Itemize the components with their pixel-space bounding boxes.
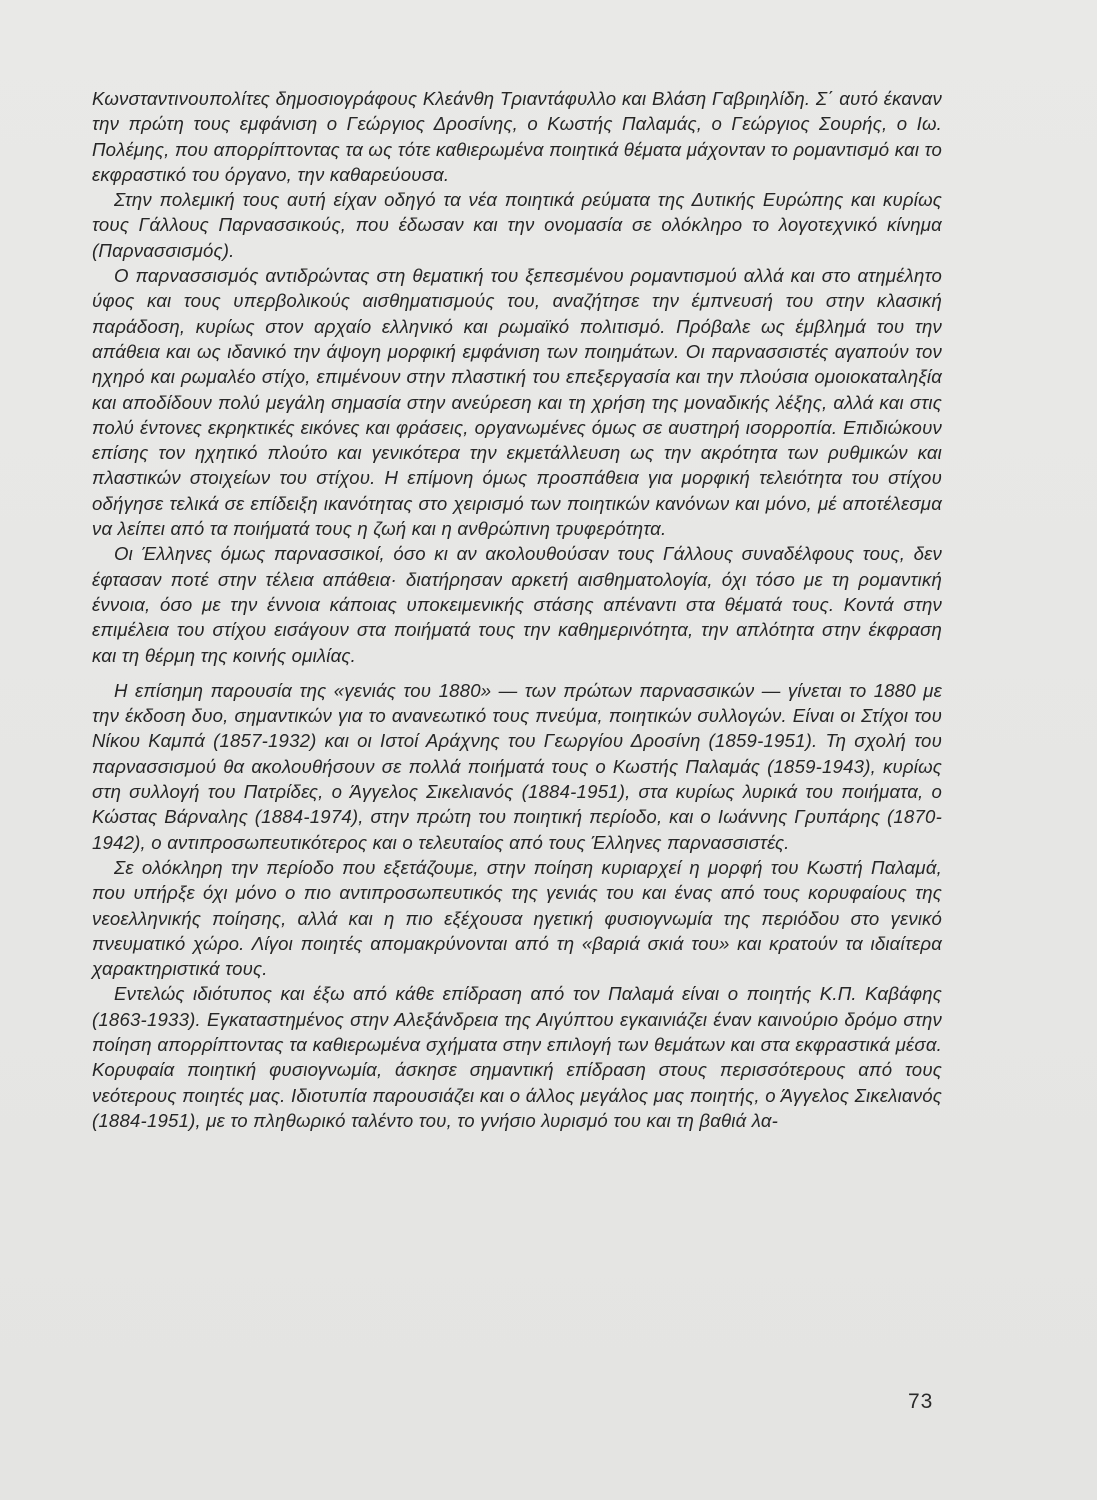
body-text <box>92 86 942 1133</box>
paragraph-5: Η επίσημη παρουσία της «γενιάς του 1880» — των πρώτων παρνασσικών — γίνεται το 1880 με την έκδοση δυο, σημαντικών για το ανανεωτικό τους πνεύμα, ποιητικών συλλογών. Είναι οι Στίχοι του Νίκου Καμπά (1857-1932) και οι Ιστοί Αράχνης του Γεωργίου Δροσίνη (1859-1951). Τη σχολή του παρνασσισμού θα ακολουθήσουν σε πολλά ποιήματά τους ο Κωστής Παλαμάς (1859-1943), κυρίως στη συλλογή του Πατρίδες, ο Άγγελος Σικελιανός (1884-1951), στα κυρίως λυρικά του ποιήματα, ο Κώστας Βάρναλης (1884-1974), στην πρώτη του ποιητική περίοδο, και ο Ιωάννης Γρυπάρης (1870-1942), ο αντιπροσωπευτικότερος και ο τελευταίος από τους Έλληνες παρνασσιστές. <box>92 679 942 853</box>
paragraph-6: Σε ολόκληρη την περίοδο που εξετάζουμε, στην ποίηση κυριαρχεί η μορφή του Κωστή Παλαμά, που υπήρξε όχι μόνο ο πιο αντιπροσωπευτικός της γενιάς του και ένας από τους κορυφαίους της νεοελληνικής ποίησης, αλλά και η πιο εξέχουσα ηγετική φυσιογνωμία της περιόδου στο γενικό πνευματικό χώρο. Λίγοι ποιητές απομακρύνονται από τη «βαριά σκιά του» και κρατούν τα ιδιαίτερα χαρακτηριστικά τους. <box>92 856 942 980</box>
paragraph-1: Κωνσταντινουπολίτες δημοσιογράφους Κλεάνθη Τριαντάφυλλο και Βλάση Γαβριηλίδη. Σ΄ αυτό έκαναν την πρώτη τους εμφάνιση ο Γεώργιος Δροσίνης, ο Κωστής Παλαμάς, ο Γεώργιος Σουρής, ο Ιω. Πολέμης, που απορρίπτοντας τα ως τότε καθιερωμένα ποιητικά θέματα μάχονταν το ρομαντισμό και το εκφραστικό του όργανο, την καθαρεύουσα. <box>92 88 942 185</box>
paragraph-7: Εντελώς ιδιότυπος και έξω από κάθε επίδραση από τον Παλαμά είναι ο ποιητής Κ.Π. Καβάφης (1863-1933). Εγκαταστημένος στην Αλεξάνδρεια της Αιγύπτου εγκαινιάζει έναν καινούριο δρόμο στην ποίηση απορρίπτοντας τα καθιερωμένα σχήματα στην επιλογή των θεμάτων και στα εκφραστικά μέσα. Κορυφαία ποιητική φυσιογνωμία, άσκησε σημαντική επίδραση στους περισσότερους από τους νεότερους ποιητές μας. Ιδιοτυπία παρουσιάζει και ο άλλος μεγάλος μας ποιητής, ο Άγγελος Σικελιανός (1884-1951), με το πληθωρικό ταλέντο του, το γνήσιο λυρισμό του και τη βαθιά λα- <box>92 983 942 1131</box>
paragraph-4: Οι Έλληνες όμως παρνασσικοί, όσο κι αν ακολουθούσαν τους Γάλλους συναδέλφους τους, δεν έφτασαν ποτέ στην τέλεια απάθεια· διατήρησαν αρκετή αισθηματολογία, όχι τόσο με τη ρομαντική έννοια, όσο με την έννοια κάποιας υποκειμενικής στάσης απέναντι στα θέματά τους. Κοντά στην επιμέλεια του στίχου εισάγουν στα ποιήματά τους την καθημερινότητα, την απλότητα στην έκφραση και τη θέρμη της κοινής ομιλίας. <box>92 543 942 666</box>
paragraph-2: Στην πολεμική τους αυτή είχαν οδηγό τα νέα ποιητικά ρεύματα της Δυτικής Ευρώπης και κυρίως τους Γάλλους Παρνασσικούς, που έδωσαν και την ονομασία σε ολόκληρο το λογοτεχνικό κίνημα (Παρνασσισμός). <box>92 189 942 261</box>
paragraph-3: Ο παρνασσισμός αντιδρώντας στη θεματική του ξεπεσμένου ρομαντισμού αλλά και στο ατημέλητο ύφος και τους υπερβολικούς αισθηματισμούς του, αναζήτησε την έμπνευσή του στην κλασική παράδοση, κυρίως στον αρχαίο ελληνικό και ρωμαϊκό πολιτισμό. Πρόβαλε ως έμβλημά του την απάθεια και ως ιδανικό την άψογη μορφική εμφάνιση των ποιημάτων. Οι παρνασσιστές αγαπούν τον ηχηρό και ρωμαλέο στίχο, επιμένουν στην πλαστική του επεξεργασία και την πλούσια ομοιοκαταληξία και αποδίδουν πολύ μεγάλη σημασία στην ανεύρεση και τη χρήση της μοναδικής λέξης, αλλά και στις πολύ έντονες εκρηκτικές εικόνες και φράσεις, οργανωμένες όμως σε αυστηρή ισορροπία. Επιδιώκουν επίσης τον ηχητικό πλούτο και γενικότερα την εκμετάλλευση ως την ακρότητα των ρυθμικών και πλαστικών στοιχείων του στίχου. Η επίμονη όμως προσπάθεια για μορφική τελειότητα του στίχου οδήγησε τελικά σε επίδειξη ικανότητας στο χειρισμό των ποιητικών κανόνων και μόνο, μέ αποτέλεσμα να λείπει από τα ποιήματά τους η ζωή και η ανθρώπινη τρυφερότητα. <box>92 265 942 540</box>
page-number: 73 <box>908 1390 934 1413</box>
